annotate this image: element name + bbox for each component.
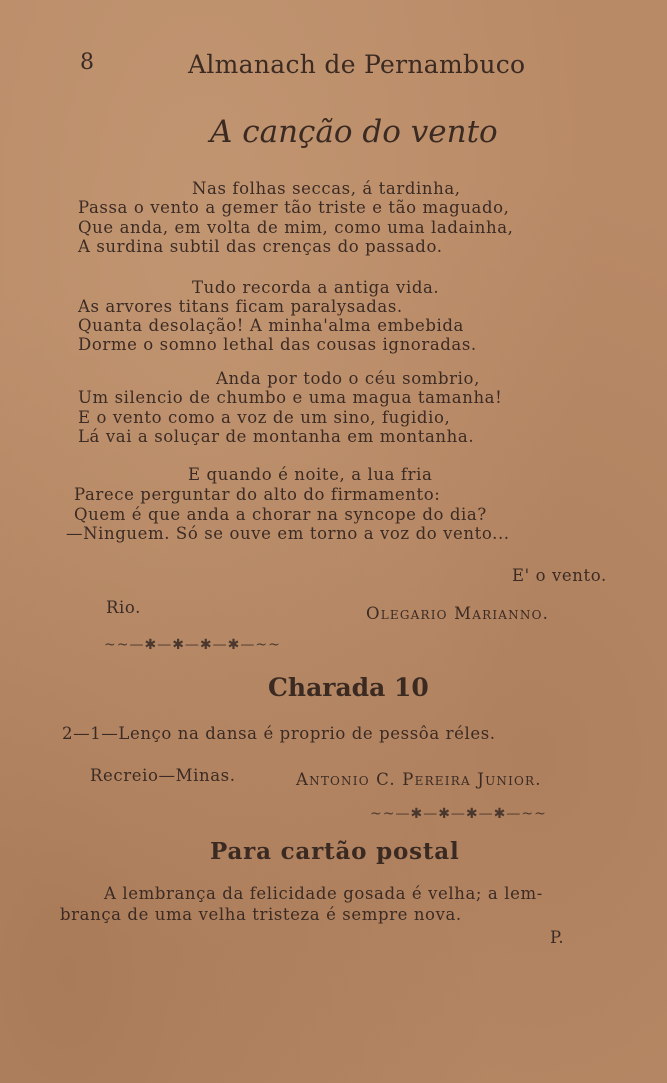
- poem-line: Tudo recorda a antiga vida.: [192, 278, 440, 297]
- poem-line: Quem é que anda a chorar na syncope do dia?: [74, 505, 487, 524]
- poem-title: A canção do vento: [210, 114, 498, 150]
- poem-line: E o vento como a voz de um sino, fugidio,: [78, 408, 451, 427]
- poem-line: Lá vai a soluçar de montanha em montanha.: [78, 427, 475, 446]
- poem-line: Dorme o somno lethal das cousas ignoradas.: [78, 335, 477, 354]
- postal-text-line: A lembrança da felicidade gosada é velha; a lem-: [104, 884, 543, 903]
- running-header: Almanach de Pernambuco: [188, 50, 526, 79]
- poem-line: A surdina subtil das crenças do passado.: [78, 237, 443, 256]
- poem-closing: E' o vento.: [512, 566, 607, 585]
- poem-line: Parece perguntar do alto do firmamento:: [74, 485, 441, 504]
- charada-author: Antonio C. Pereira Junior.: [296, 770, 542, 789]
- poem-line: E quando é noite, a lua fria: [188, 465, 433, 484]
- charada-text: 2—1—Lenço na dansa é proprio de pessôa réles.: [62, 724, 496, 743]
- page-number: 8: [80, 50, 94, 75]
- poem-line: Passa o vento a gemer tão triste e tão maguado,: [78, 198, 510, 217]
- postal-title: Para cartão postal: [210, 838, 460, 865]
- poem-line: Um silencio de chumbo e uma magua tamanha!: [78, 388, 503, 407]
- charada-title: Charada 10: [268, 673, 429, 702]
- postal-text-line: brança de uma velha tristeza é sempre nova.: [60, 905, 462, 924]
- charada-place: Recreio—Minas.: [90, 766, 236, 785]
- poem-line: Nas folhas seccas, á tardinha,: [192, 179, 461, 198]
- poem-line: As arvores titans ficam paralysadas.: [78, 297, 403, 316]
- section-ornament: ~~—✱—✱—✱—✱—~~: [370, 806, 547, 822]
- postal-signature: P.: [550, 928, 565, 947]
- poem-author: Olegario Marianno.: [366, 604, 550, 623]
- section-ornament: ~~—✱—✱—✱—✱—~~: [104, 637, 281, 653]
- poem-line: —Ninguem. Só se ouve em torno a voz do vento...: [66, 524, 510, 543]
- poem-place: Rio.: [106, 598, 141, 617]
- poem-line: Quanta desolação! A minha'alma embebida: [78, 316, 464, 335]
- poem-line: Anda por todo o céu sombrio,: [216, 369, 480, 388]
- poem-line: Que anda, em volta de mim, como uma ladainha,: [78, 218, 514, 237]
